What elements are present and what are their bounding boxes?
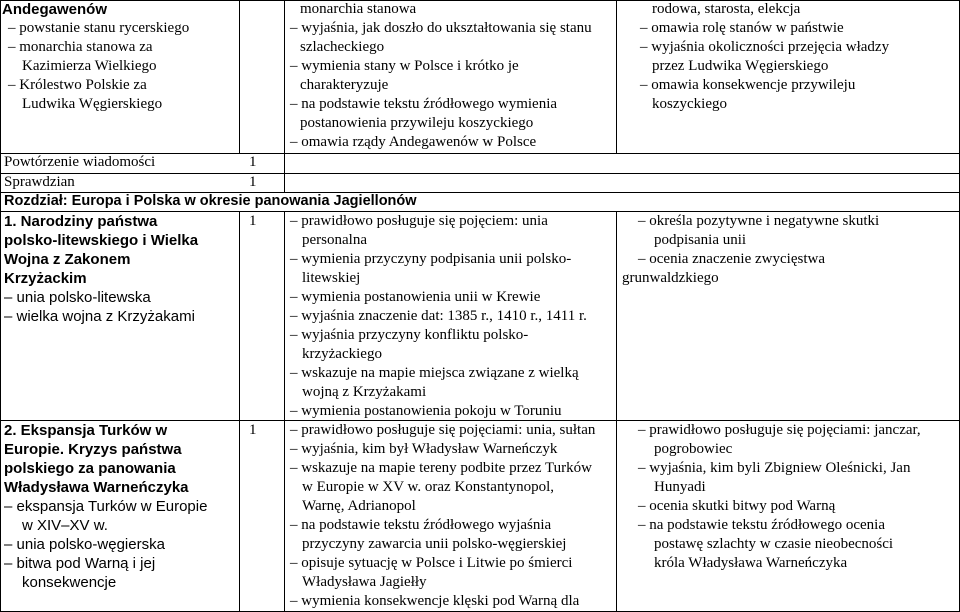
text-line: – wyjaśnia znaczenie dat: 1385 r., 1410 r., 1411 r. <box>290 308 587 324</box>
chapter-heading: Rozdział: Europa i Polska w okresie panowania Jagiellonów <box>4 193 417 209</box>
text-line: konsekwencje <box>22 574 117 591</box>
text-line: szlacheckiego <box>300 39 385 55</box>
text-line: – Królestwo Polskie za <box>8 77 147 93</box>
text-line: pogrobowiec <box>654 441 733 457</box>
table-left-border <box>0 0 1 612</box>
text-line: grunwaldzkiego <box>622 270 719 286</box>
text-line: 2. Ekspansja Turków w <box>4 422 168 439</box>
text-line: przyczyny zawarcia unii polsko-węgierskiej <box>302 536 567 552</box>
text-line: krzyżackiego <box>302 346 382 362</box>
col-divider-1b <box>239 211 240 612</box>
text-line: postawę szlachty w czasie nieobecności <box>654 536 894 552</box>
row-border-test <box>0 173 960 174</box>
text-line: – wskazuje na mapie miejsca związane z wielką <box>290 365 579 381</box>
col-divider-2b <box>284 211 285 612</box>
text-line: – wymienia stany w Polsce i krótko je <box>290 58 519 74</box>
text-line: – unia polsko-węgierska <box>4 536 165 553</box>
review-hours: 1 <box>249 154 257 170</box>
text-line: – ocenia skutki bitwy pod Warną <box>638 498 836 514</box>
text-line: rodowa, starosta, elekcja <box>652 1 801 17</box>
text-line: – wielka wojna z Krzyżakami <box>4 308 195 325</box>
text-line: – omawia rolę stanów w państwie <box>640 20 844 36</box>
sec2-hours: 1 <box>249 422 257 438</box>
text-line: – wyjaśnia, jak doszło do ukształtowania się stanu <box>290 20 592 36</box>
text-line: przez Ludwika Węgierskiego <box>652 58 829 74</box>
text-line: – na podstawie tekstu źródłowego wymienia <box>290 96 558 112</box>
test-hours: 1 <box>249 174 257 190</box>
text-line: – prawidłowo posługuje się pojęciem: unia <box>290 213 548 229</box>
text-line: – prawidłowo posługuje się pojęciami: janczar, <box>638 422 921 438</box>
text-line: – omawia rządy Andegawenów w Polsce <box>290 134 537 150</box>
test-label: Sprawdzian <box>4 174 75 190</box>
text-line: charakteryzuje <box>300 77 389 93</box>
text-line: króla Władysława Warneńczyka <box>654 555 848 571</box>
text-line: – określa pozytywne i negatywne skutki <box>638 213 880 229</box>
text-line: – omawia konsekwencje przywileju <box>640 77 856 93</box>
text-line: – ocenia znaczenie zwycięstwa <box>638 251 825 267</box>
text-line: Wojna z Zakonem <box>4 251 131 268</box>
text-line: Ludwika Węgierskiego <box>22 96 163 112</box>
text-line: monarchia stanowa <box>300 1 417 17</box>
text-line: – opisuje sytuację w Polsce i Litwie po śmierci <box>290 555 573 571</box>
col-divider-3 <box>616 0 617 153</box>
col-divider-1 <box>239 0 240 153</box>
text-line: – monarchia stanowa za <box>8 39 153 55</box>
col-divider-2 <box>284 0 285 192</box>
text-line: – wymienia postanowienia unii w Krewie <box>290 289 541 305</box>
text-line: – na podstawie tekstu źródłowego wyjaśnia <box>290 517 552 533</box>
text-line: koszyckiego <box>652 96 727 112</box>
text-line: – prawidłowo posługuje się pojęciami: unia, sułtan <box>290 422 596 438</box>
text-line: – wskazuje na mapie tereny podbite przez Turków <box>290 460 592 476</box>
text-line: Władysława Jagiełły <box>302 574 427 590</box>
text-line: – wyjaśnia okoliczności przejęcia władzy <box>640 39 890 55</box>
text-line: – wyjaśnia, kim byli Zbigniew Oleśnicki, Jan <box>638 460 911 476</box>
text-line: personalna <box>302 232 367 248</box>
text-line: Warnę, Adrianopol <box>302 498 416 514</box>
text-line: – wymienia postanowienia pokoju w Toruniu <box>290 403 562 419</box>
text-line: – powstanie stanu rycerskiego <box>8 20 190 36</box>
text-line: w Europie w XV w. oraz Konstantynopol, <box>302 479 555 495</box>
text-line: Andegawenów <box>2 1 108 18</box>
text-line: – wymienia konsekwencje klęski pod Warną dla <box>290 593 580 609</box>
text-line: Władysława Warneńczyka <box>4 479 189 496</box>
col-divider-3b <box>616 211 617 612</box>
text-line: podpisania unii <box>654 232 747 248</box>
text-line: – unia polsko-litewska <box>4 289 151 306</box>
text-line: – wyjaśnia, kim był Władysław Warneńczyk <box>290 441 558 457</box>
text-line: Krzyżackim <box>4 270 87 287</box>
text-line: w XIV–XV w. <box>22 517 108 534</box>
text-line: polskiego za panowania <box>4 460 176 477</box>
text-line: Hunyadi <box>654 479 706 495</box>
text-line: – ekspansja Turków w Europie <box>4 498 208 515</box>
text-line: 1. Narodziny państwa <box>4 213 158 230</box>
table-top-border <box>0 0 960 1</box>
text-line: – na podstawie tekstu źródłowego ocenia <box>638 517 886 533</box>
text-line: litewskiej <box>302 270 361 286</box>
text-line: – bitwa pod Warną i jej <box>4 555 156 572</box>
text-line: postanowienia przywileju koszyckiego <box>300 115 534 131</box>
review-label: Powtórzenie wiadomości <box>4 154 156 170</box>
text-line: – wyjaśnia przyczyny konfliktu polsko- <box>290 327 529 343</box>
text-line: Europie. Kryzys państwa <box>4 441 182 458</box>
text-line: polsko-litewskiego i Wielka <box>4 232 199 249</box>
text-line: – wymienia przyczyny podpisania unii polsko- <box>290 251 572 267</box>
sec1-hours: 1 <box>249 213 257 229</box>
text-line: Kazimierza Wielkiego <box>22 58 157 74</box>
text-line: wojną z Krzyżakami <box>302 384 427 400</box>
